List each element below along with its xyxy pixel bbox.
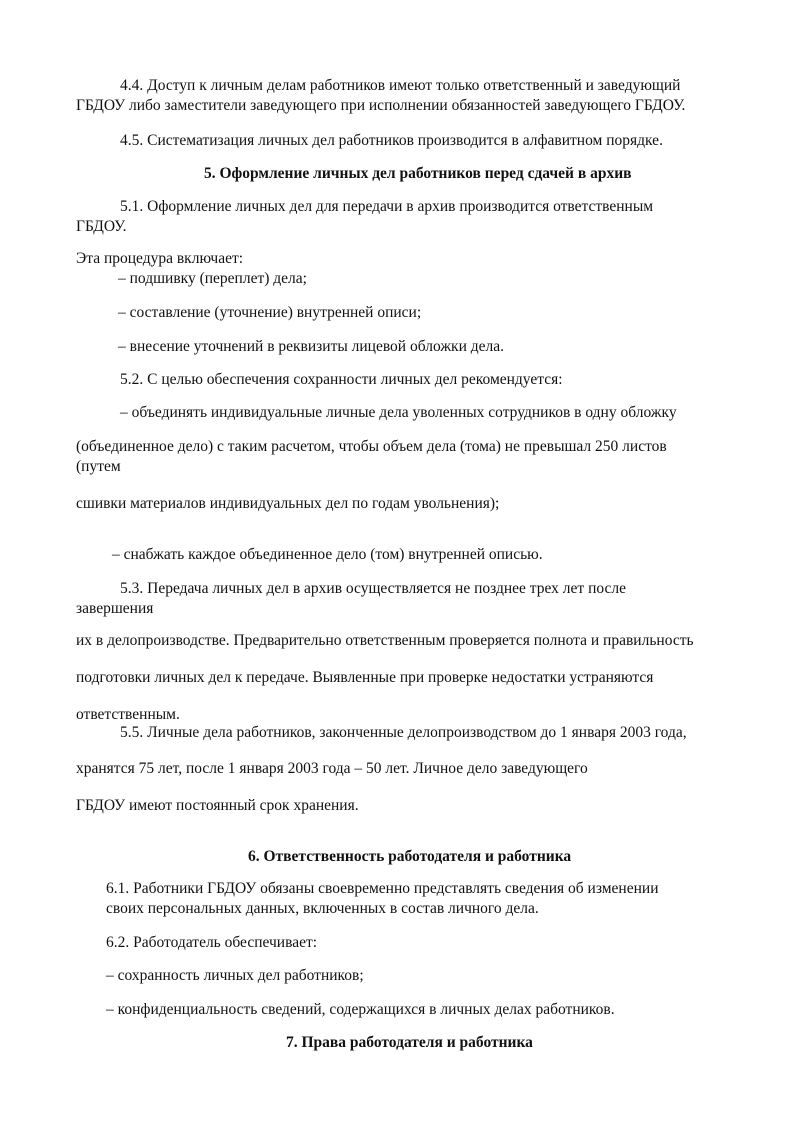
list-item: – конфиденциальность сведений, содержащихся в личных делах работников. <box>106 1001 615 1018</box>
list-item-continuation: сшивки материалов индивидуальных дел по годам увольнения); <box>76 495 500 512</box>
paragraph-5-5-line-3: ГБДОУ имеют постоянный срок хранения. <box>76 797 359 814</box>
list-item: – сохранность личных дел работников; <box>106 967 364 984</box>
list-item: – внесение уточнений в реквизиты лицевой обложки дела. <box>118 338 504 355</box>
paragraph-5-1-line-2: ГБДОУ. <box>76 218 127 235</box>
paragraph-5-3-line-3: их в делопроизводстве. Предварительно ответственным проверяется полнота и правильность <box>76 632 694 649</box>
paragraph-4-4-line-2: ГБДОУ либо заместители заведующего при исполнении обязанностей заведующего ГБДОУ. <box>76 97 686 114</box>
section-5-heading: 5. Оформление личных дел работников перед сдачей в архив <box>204 165 632 182</box>
list-item: – составление (уточнение) внутренней описи; <box>118 304 422 321</box>
paragraph-5-3-line-1: 5.3. Передача личных дел в архив осуществляется не позднее трех лет после <box>120 580 626 597</box>
paragraph-5-3-line-5: ответственным. <box>76 706 180 723</box>
paragraph-6-2: 6.2. Работодатель обеспечивает: <box>106 934 318 951</box>
paragraph-5-2: 5.2. С целью обеспечения сохранности личных дел рекомендуется: <box>120 371 563 388</box>
section-7-heading: 7. Права работодателя и работника <box>286 1034 533 1051</box>
paragraph-4-4-line-1: 4.4. Доступ к личным делам работников имеют только ответственный и заведующий <box>120 77 681 94</box>
list-item-continuation: (объединенное дело) с таким расчетом, чтобы объем дела (тома) не превышал 250 листов <box>76 438 667 455</box>
paragraph-5-5-line-1: 5.5. Личные дела работников, законченные делопроизводством до 1 января 2003 года, <box>120 724 687 741</box>
paragraph-6-1-line-2: своих персональных данных, включенных в состав личного дела. <box>106 900 539 917</box>
paragraph-6-1-line-1: 6.1. Работники ГБДОУ обязаны своевременно представлять сведения об изменении <box>106 880 659 897</box>
paragraph-5-3-line-2: завершения <box>76 600 154 617</box>
paragraph-5-1-line-1: 5.1. Оформление личных дел для передачи в архив производится ответственным <box>120 198 654 215</box>
paragraph-5-5-line-2: хранятся 75 лет, после 1 января 2003 года – 50 лет. Личное дело заведующего <box>76 760 588 777</box>
list-item: – снабжать каждое объединенное дело (том) внутренней описью. <box>112 546 543 563</box>
paragraph-4-5: 4.5. Систематизация личных дел работников производится в алфавитном порядке. <box>120 132 663 149</box>
procedure-intro: Эта процедура включает: <box>76 250 244 267</box>
list-item-continuation: (путем <box>76 458 121 475</box>
section-6-heading: 6. Ответственность работодателя и работника <box>248 848 572 865</box>
paragraph-5-3-line-4: подготовки личных дел к передаче. Выявленные при проверке недостатки устраняются <box>76 669 654 686</box>
list-item: – подшивку (переплет) дела; <box>118 270 307 287</box>
list-item: – объединять индивидуальные личные дела уволенных сотрудников в одну обложку <box>120 404 677 421</box>
